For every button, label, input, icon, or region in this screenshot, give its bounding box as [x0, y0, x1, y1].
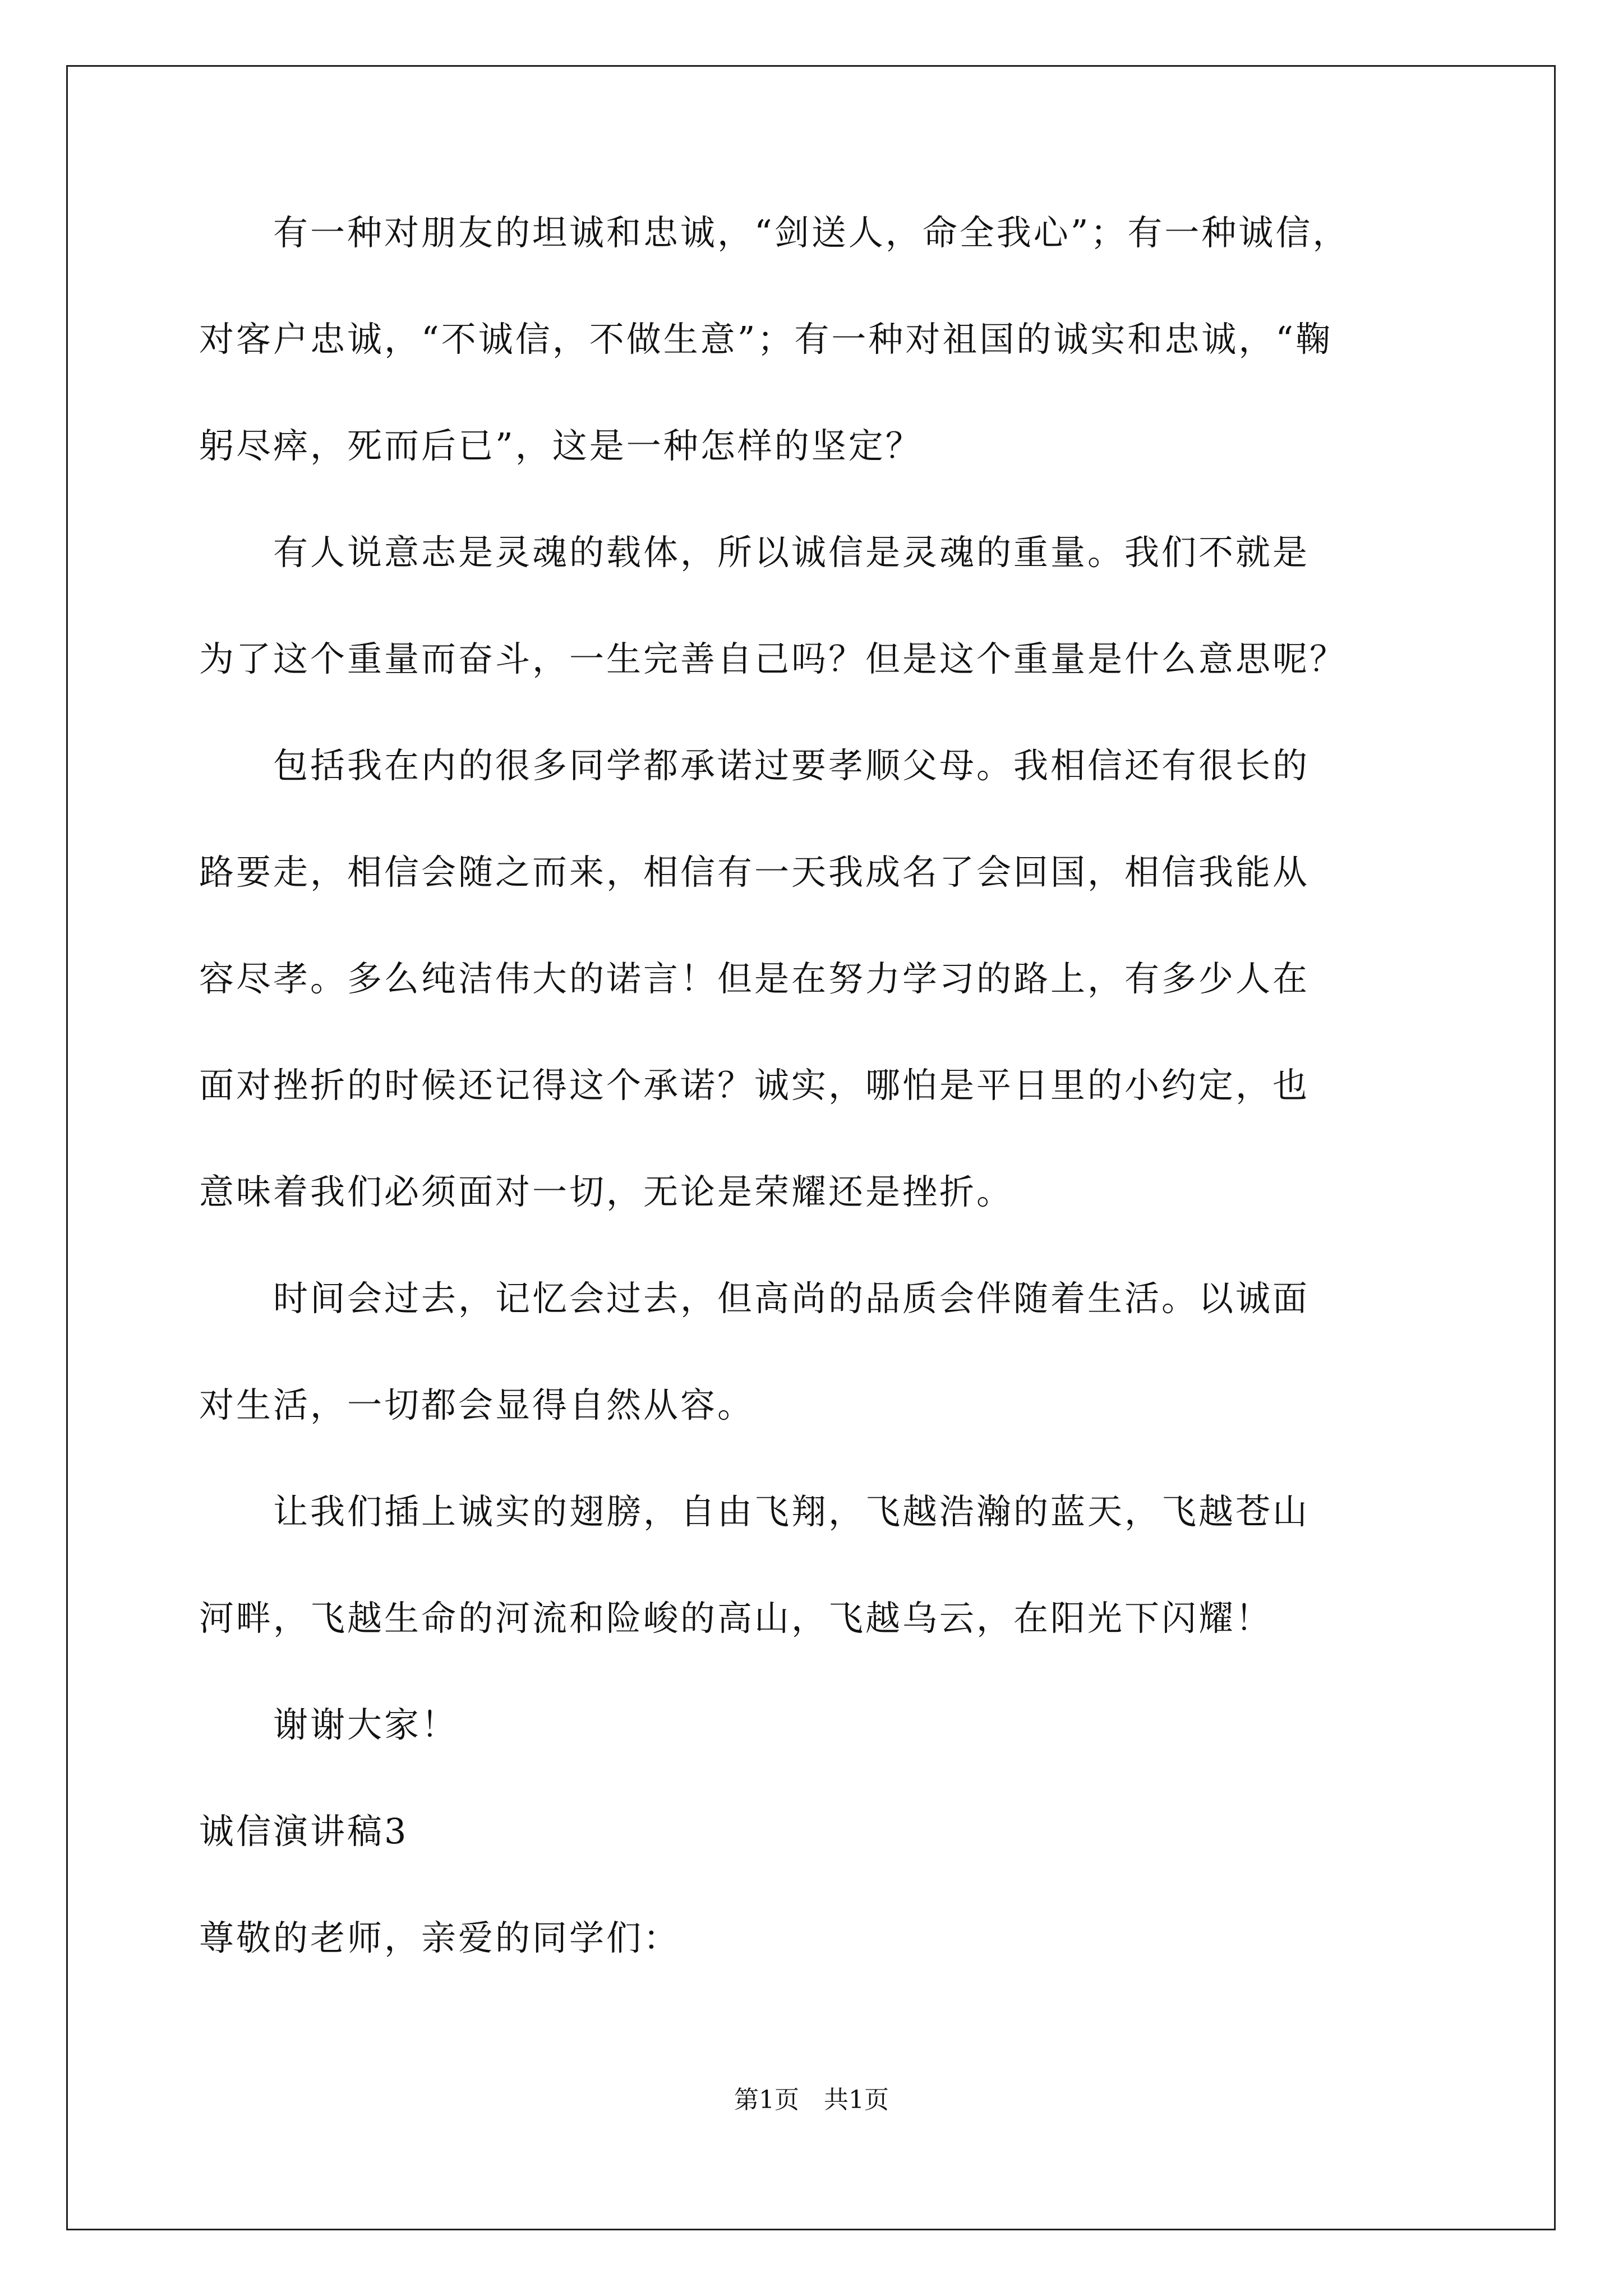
text-line: 有人说意志是灵魂的载体，所以诚信是灵魂的重量。我们不就是 — [199, 532, 1310, 573]
section-heading: 诚信演讲稿3 — [199, 1811, 409, 1852]
text-line: 躬尽瘁，死而后已”，这是一种怎样的坚定？ — [199, 425, 923, 466]
text-line: 河畔，飞越生命的河流和险峻的高山，飞越乌云，在阳光下闪耀！ — [199, 1598, 1273, 1639]
page-number-footer: 第1页 共1页 — [734, 2086, 889, 2114]
text-line: 谢谢大家！ — [199, 1704, 459, 1745]
page-border — [66, 65, 1556, 2230]
text-line: 对生活，一切都会显得自然从容。 — [199, 1384, 755, 1425]
text-line: 容尽孝。多么纯洁伟大的诺言！但是在努力学习的路上，有多少人在 — [199, 958, 1310, 999]
text-line: 意味着我们必须面对一切，无论是荣耀还是挫折。 — [199, 1171, 1014, 1212]
text-line: 面对挫折的时候还记得这个承诺？诚实，哪怕是平日里的小约定，也 — [199, 1065, 1310, 1106]
text-line: 让我们插上诚实的翅膀，自由飞翔，飞越浩瀚的蓝天，飞越苍山 — [199, 1491, 1310, 1532]
text-line: 有一种对朋友的坦诚和忠诚，“剑送人，命全我心”；有一种诚信， — [199, 212, 1350, 253]
text-line: 对客户忠诚，“不诚信，不做生意”；有一种对祖国的诚实和忠诚，“鞠 — [199, 319, 1333, 360]
text-line: 路要走，相信会随之而来，相信有一天我成名了会回国，相信我能从 — [199, 852, 1310, 892]
text-line: 为了这个重量而奋斗，一生完善自己吗？但是这个重量是什么意思呢？ — [199, 638, 1347, 679]
text-line: 包括我在内的很多同学都承诺过要孝顺父母。我相信还有很长的 — [199, 745, 1310, 786]
text-line: 时间会过去，记忆会过去，但高尚的品质会伴随着生活。以诚面 — [199, 1278, 1310, 1319]
salutation: 尊敬的老师，亲爱的同学们： — [199, 1917, 681, 1958]
